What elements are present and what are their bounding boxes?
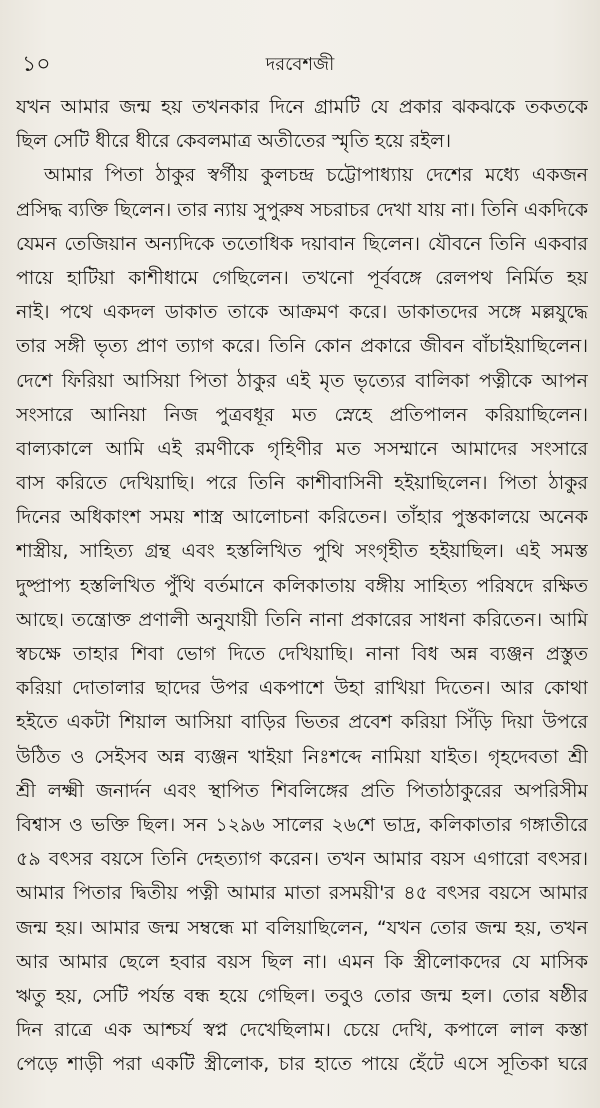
text-line: আছে। তন্ত্রোক্ত প্রণালী অনুযায়ী তিনি নানা প্রকারের সাধনা করিতেন। আমি <box>16 608 588 631</box>
text-line: ঋতু হয়, সেটি পর্যন্ত বন্ধ হয়ে গেছিল। তবুও তোর জন্ম হল। তোর ষষ্ঠীর <box>16 984 588 1007</box>
text-line: যখন আমার জন্ম হয় তখনকার দিনে গ্রামটি যে প্রকার ঝকঝকে তকতকে <box>16 96 588 118</box>
text-line: আমার পিতার দ্বিতীয় পত্নী আমার মাতা রসময়ী'র ৪৫ বৎসর বয়সে আমার <box>16 882 588 905</box>
text-line: বাল্যকালে আমি এই রমণীকে গৃহিণীর মত সসম্মানে আমাদের সংসারে <box>16 437 588 460</box>
text-line: নাই। পথে একদল ডাকাত তাকে আক্রমণ করে। ডাকাতদের সঙ্গে মল্লযুদ্ধে <box>16 301 588 324</box>
text-line: তার সঙ্গী ভৃত্য প্রাণ ত্যাগ করে। তিনি কোন প্রকারে জীবন বাঁচাইয়াছিলেন। <box>16 335 588 358</box>
text-line: প্রসিদ্ধ ব্যক্তি ছিলেন। তার ন্যায় সুপুরুষ সচরাচর দেখা যায় না। তিনি একদিকে <box>16 198 588 221</box>
text-line: আমার পিতা ঠাকুর স্বর্গীয় কুলচন্দ্র চট্টোপাধ্যায় দেশের মধ্যে একজন <box>44 164 588 187</box>
text-line: দেশে ফিরিয়া আসিয়া পিতা ঠাকুর এই মৃত ভৃত্যের বালিকা পত্নীকে আপন <box>16 369 588 392</box>
text-line: জন্ম হয়। আমার জন্ম সম্বন্ধে মা বলিয়াছিলেন, “যখন তোর জন্ম হয়, তখন <box>16 916 588 939</box>
page-number: ১০ <box>22 52 51 77</box>
text-line: পেড়ে শাড়ী পরা একটি স্ত্রীলোক, চার হাতে পায়ে হেঁটে এসে সূতিকা ঘরে <box>16 1053 588 1076</box>
text-line: যেমন তেজিয়ান অন্যদিকে ততোধিক দয়াবান ছিলেন। যৌবনে তিনি একবার <box>16 232 588 255</box>
text-line: স্বচক্ষে তাহার শিবা ভোগ দিতে দেখিয়াছি। নানা বিধ অন্ন ব্যঞ্জন প্রস্তুত <box>16 643 588 665</box>
text-line: দিন রাত্রে এক আশ্চর্য স্বপ্ন দেখেছিলাম। চেয়ে দেখি, কপালে লাল কস্তা <box>16 1019 588 1042</box>
text-line: সংসারে আনিয়া নিজ পুত্রবধূর মত স্নেহে প্রতিপালন করিয়াছিলেন। <box>16 403 588 426</box>
text-line: আর আমার ছেলে হবার বয়স ছিল না। এমন কি স্ত্রীলোকদের যে মাসিক <box>16 950 588 973</box>
text-line: ছিল সেটি ধীরে ধীরে কেবলমাত্র অতীতের স্মৃতি হয়ে রইল। <box>16 130 452 153</box>
text-line: করিয়া দোতালার ছাদের উপর একপাশে উহা রাখিয়া দিতেন। আর কোথা <box>16 677 588 700</box>
text-line: দিনের অধিকাংশ সময় শাস্ত্র আলোচনা করিতেন। তাঁহার পুস্তকালয়ে অনেক <box>16 506 588 529</box>
text-line: বাস করিতে দেখিয়াছি। পরে তিনি কাশীবাসিনী হইয়াছিলেন। পিতা ঠাকুর <box>16 472 588 495</box>
body-text <box>16 90 588 1081</box>
text-line: হইতে একটা শিয়াল আসিয়া বাড়ির ভিতর প্রবেশ করিয়া সিঁড়ি দিয়া উপরে <box>16 711 588 734</box>
text-line: দুষ্প্রাপ্য হস্তলিখিত পুঁথি বর্তমানে কলিকাতায় বঙ্গীয় সাহিত্য পরিষদে রক্ষিত <box>16 574 588 597</box>
text-line: শ্রী লক্ষ্মী জনার্দন এবং স্থাপিত শিবলিঙ্গের প্রতি পিতাঠাকুরের অপরিসীম <box>16 779 588 802</box>
page-header <box>0 48 600 82</box>
text-line: বিশ্বাস ও ভক্তি ছিল। সন ১২৯৬ সালের ২৬শে ভাদ্র, কলিকাতার গঙ্গাতীরে <box>16 813 588 836</box>
text-line: উঠিত ও সেইসব অন্ন ব্যঞ্জন খাইয়া নিঃশব্দে নামিয়া যাইত। গৃহদেবতা শ্রী <box>16 745 588 768</box>
text-line: পায়ে হাটিয়া কাশীধামে গেছিলেন। তখনো পূর্ববঙ্গে রেলপথ নির্মিত হয় <box>16 266 588 289</box>
running-title: দরবেশজী <box>265 54 335 75</box>
text-line: ৫৯ বৎসর বয়সে তিনি দেহত্যাগ করেন। তখন আমার বয়স এগারো বৎসর। <box>16 848 588 871</box>
text-line: শাস্ত্রীয়, সাহিত্য গ্রন্থ এবং হস্তলিখিত পুথি সংগৃহীত হইয়াছিল। এই সমস্ত <box>16 540 588 563</box>
